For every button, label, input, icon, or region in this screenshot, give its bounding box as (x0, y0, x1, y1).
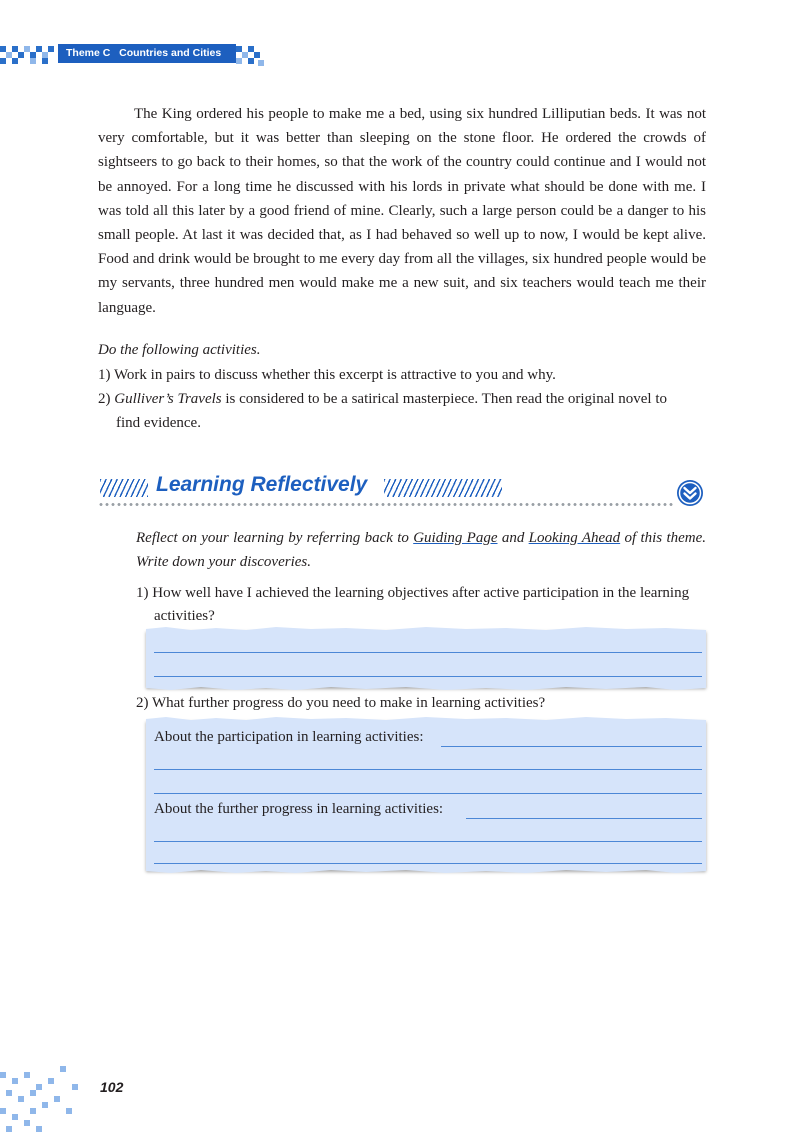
question-1: 1) How well have I achieved the learning objectives after active participation in the learning activities? (136, 585, 690, 624)
answer-line[interactable] (154, 652, 702, 653)
answer-line[interactable] (154, 793, 702, 794)
page-number: 102 (100, 1079, 124, 1095)
activities-title: Do the following activities. (98, 342, 261, 358)
torn-edge-bottom (146, 868, 706, 874)
answer-line[interactable] (154, 863, 702, 864)
torn-edge-top (146, 626, 706, 632)
title-hatch-right (384, 479, 502, 497)
story-paragraph: The King ordered his people to make me a bed, using six hundred Lilliputian beds. It was not very comfortable, but it was better than sleeping on the stone floor. He ordered the crowds of sightseers to go back to their homes, so that the work of the country could continue and I would not be annoyed. For a long time he discussed with his lords in private what should be done with me. I was told all this later by a good friend of mine. Clearly, such a large person could be a danger to his small people. At last it was decided that, as I had behaved so well up to now, I would be kept alive. Food and drink would be brought to me every day from all the villages, six hundred people would be my servants, three hundred men would make me a new suit, and six teachers would teach me their language. (98, 106, 706, 316)
activity-item-2: 2) Gulliver’s Travels is considered to be a satirical masterpiece. Then read the original novel to find evidence. (98, 391, 668, 431)
dotted-divider (98, 503, 673, 506)
answer-line[interactable] (154, 676, 702, 677)
answer-line[interactable] (466, 818, 702, 819)
looking-ahead-link[interactable]: Looking Ahead (528, 530, 621, 546)
answer-line[interactable] (154, 841, 702, 842)
double-chevron-down-icon (676, 479, 704, 507)
answer-box-1[interactable] (146, 630, 706, 687)
book-title: Gulliver’s Travels (114, 391, 222, 407)
answer-line[interactable] (154, 769, 702, 770)
answer-line[interactable] (441, 746, 702, 747)
question-2: 2) What further progress do you need to make in learning activities? (136, 695, 546, 711)
reflection-instruction: Reflect on your learning by referring back to Guiding Page and Looking Ahead of this theme. Write down your discoveries. (136, 530, 707, 570)
answer-box-2[interactable] (146, 720, 706, 870)
prompt-further-progress: About the further progress in learning activities: (154, 801, 444, 817)
title-hatch-left (100, 479, 148, 497)
torn-edge-top (146, 716, 706, 722)
torn-edge-bottom (146, 685, 706, 691)
guiding-page-link[interactable]: Guiding Page (413, 530, 498, 546)
footer-pixel-pattern (0, 1066, 90, 1138)
section-title: Learning Reflectively (156, 473, 368, 496)
prompt-participation: About the participation in learning activities: (154, 729, 424, 745)
activity-item-1: 1) Work in pairs to discuss whether this excerpt is attractive to you and why. (98, 367, 556, 383)
theme-banner-text: Theme C Countries and Cities (66, 47, 222, 59)
